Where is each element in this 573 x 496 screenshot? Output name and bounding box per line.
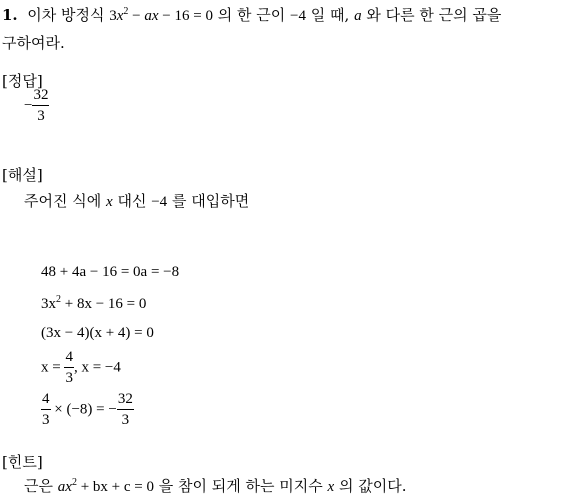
hint-heading: [힌트]: [2, 453, 43, 471]
answer-denominator: 3: [37, 108, 45, 124]
explanation-heading: [해설]: [2, 166, 43, 184]
problem-root: −4: [290, 8, 306, 24]
problem-var-a: a: [354, 8, 362, 24]
problem-text-b: 의 한 근이: [217, 6, 286, 24]
step-5: $\frac{4}{3}$ × (−8) = − $\frac{32}{3}$: [42, 391, 133, 428]
problem-text-a: 이차 방정식: [27, 6, 105, 24]
problem-text-d: 와 다른 한 근의 곱을: [366, 6, 502, 24]
explanation-intro: 주어진 식에 x 대신 −4 를 대입하면: [24, 192, 250, 210]
problem-line-1: [2, 4, 501, 25]
answer-numerator: 32: [32, 88, 49, 106]
problem-text-c: 일 때,: [310, 6, 350, 24]
step-4: x = $\frac{4}{3}$ , x = −4: [41, 349, 121, 386]
hint-text: 근은 $ax^2$ + bx + c = 0 을 참이 되게 하는 미지수 x 의 값이다.: [24, 477, 407, 495]
step-1: 48 + 4a − 16 = 0a = −8: [41, 264, 180, 280]
problem-number: 1.: [2, 6, 18, 24]
step-3: (3x − 4)(x + 4) = 0: [41, 325, 154, 341]
problem-equation: $3x^2$ − ax − 16 = 0: [109, 6, 213, 24]
answer-value: [24, 88, 49, 124]
answer-heading: [정답]: [2, 72, 43, 90]
problem-line-2: 구하여라.: [2, 34, 65, 52]
step-2: $3x^2 + 8x - 16 = 0$: [41, 294, 147, 312]
answer-sign: −: [24, 97, 33, 114]
